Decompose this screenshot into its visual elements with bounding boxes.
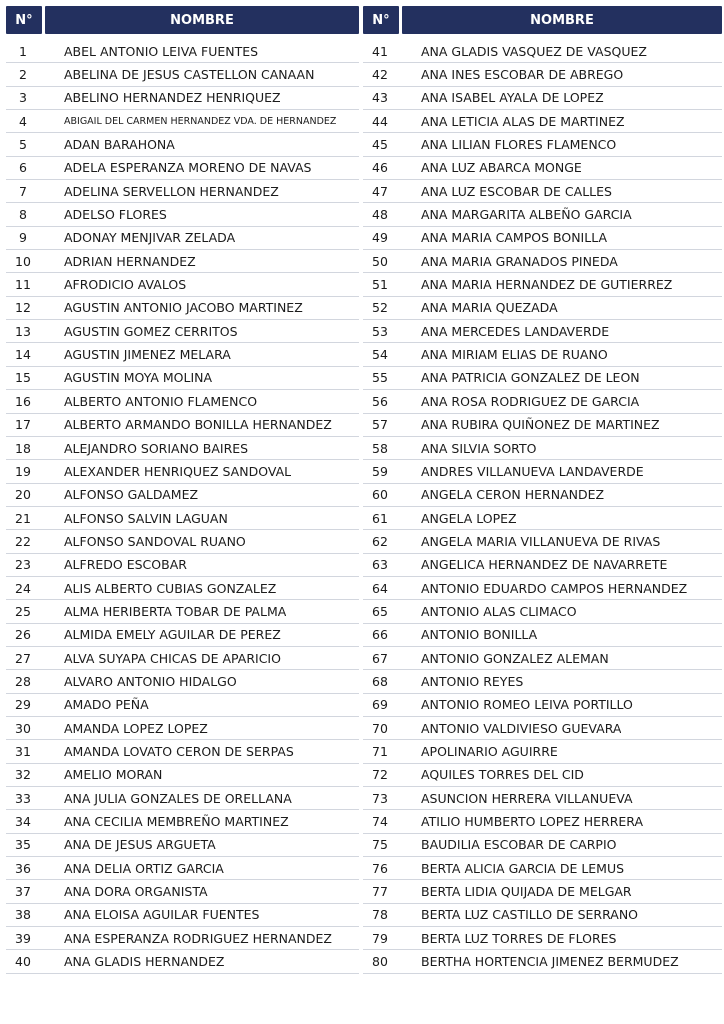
table-row (6, 250, 359, 273)
table-row (363, 624, 722, 647)
row-name: BERTHA HORTENCIA JIMENEZ BERMUDEZ (421, 954, 679, 970)
table-row (363, 367, 722, 390)
row-name: ANGELA CERON HERNANDEZ (421, 487, 605, 503)
table-row (363, 810, 722, 833)
row-number: 34 (15, 814, 31, 830)
row-name: ADELINA SERVELLON HERNANDEZ (64, 183, 279, 199)
row-number: 70 (372, 720, 388, 736)
row-number: 67 (372, 650, 388, 666)
row-name: AGUSTIN ANTONIO JACOBO MARTINEZ (64, 300, 303, 316)
row-name: ANTONIO ALAS CLIMACO (421, 603, 577, 619)
row-name: ALMIDA EMELY AGUILAR DE PEREZ (64, 627, 281, 643)
row-number: 16 (15, 393, 31, 409)
row-number: 75 (372, 837, 388, 853)
table-row (363, 577, 722, 600)
row-number: 15 (15, 370, 31, 386)
table-row (6, 577, 359, 600)
row-name: ANGELICA HERNANDEZ DE NAVARRETE (421, 557, 668, 573)
table-row (363, 343, 722, 366)
row-number: 4 (19, 113, 27, 129)
row-name: AMANDA LOVATO CERON DE SERPAS (64, 743, 294, 759)
row-name: ALVA SUYAPA CHICAS DE APARICIO (64, 650, 281, 666)
table-row (6, 647, 359, 670)
table-row (6, 460, 359, 483)
row-number: 44 (372, 113, 388, 129)
row-name: AGUSTIN JIMENEZ MELARA (64, 347, 231, 363)
table-row (363, 250, 722, 273)
row-name: ANA GLADIS HERNANDEZ (64, 954, 225, 970)
row-number: 25 (15, 603, 31, 619)
row-number: 52 (372, 300, 388, 316)
table-row (6, 484, 359, 507)
row-number: 33 (15, 790, 31, 806)
row-name: ANTONIO GONZALEZ ALEMAN (421, 650, 609, 666)
table-row (6, 63, 359, 86)
table-row (363, 40, 722, 63)
table-row (363, 694, 722, 717)
row-name: ANA DORA ORGANISTA (64, 884, 208, 900)
row-number: 59 (372, 463, 388, 479)
row-number: 79 (372, 930, 388, 946)
right-column (363, 6, 722, 974)
row-number: 48 (372, 207, 388, 223)
row-name: ABIGAIL DEL CARMEN HERNANDEZ VDA. DE HERNANDEZ (64, 115, 337, 127)
table-row (6, 624, 359, 647)
row-name: BERTA LUZ CASTILLO DE SERRANO (421, 907, 639, 923)
row-name: BERTA LIDIA QUIJADA DE MELGAR (421, 884, 632, 900)
number-column-header: N° (363, 6, 399, 34)
row-name: ANGELA LOPEZ (421, 510, 517, 526)
table-row (6, 834, 359, 857)
row-number: 17 (15, 417, 31, 433)
row-number: 27 (15, 650, 31, 666)
row-number: 72 (372, 767, 388, 783)
row-name: ANA PATRICIA GONZALEZ DE LEON (421, 370, 640, 386)
row-number: 13 (15, 323, 31, 339)
row-number: 24 (15, 580, 31, 596)
row-name: ANA MARIA QUEZADA (421, 300, 558, 316)
table-row (6, 927, 359, 950)
table-row (363, 600, 722, 623)
row-number: 23 (15, 557, 31, 573)
row-number: 10 (15, 253, 31, 269)
row-name: ANA ELOISA AGUILAR FUENTES (64, 907, 260, 923)
table-row (363, 530, 722, 553)
table-row (363, 180, 722, 203)
row-name: AGUSTIN MOYA MOLINA (64, 370, 213, 386)
table-row (363, 390, 722, 413)
row-name: ANTONIO EDUARDO CAMPOS HERNANDEZ (421, 580, 688, 596)
table-row (6, 554, 359, 577)
row-name: ANA JULIA GONZALES DE ORELLANA (64, 790, 292, 806)
row-name: ANA INES ESCOBAR DE ABREGO (421, 67, 624, 83)
table-row (6, 390, 359, 413)
table-row (6, 904, 359, 927)
row-number: 14 (15, 347, 31, 363)
table-row (6, 950, 359, 973)
table-row (363, 554, 722, 577)
row-number: 76 (372, 860, 388, 876)
row-name: ALMA HERIBERTA TOBAR DE PALMA (64, 603, 287, 619)
table-row (363, 857, 722, 880)
number-column-header: N° (6, 6, 42, 34)
row-name: ANA LUZ ESCOBAR DE CALLES (421, 183, 612, 199)
row-name: ANA MARIA CAMPOS BONILLA (421, 230, 608, 246)
row-number: 77 (372, 884, 388, 900)
row-name: ALFONSO SALVIN LAGUAN (64, 510, 228, 526)
row-name: ALFONSO SANDOVAL RUANO (64, 533, 246, 549)
row-name: ASUNCION HERRERA VILLANUEVA (421, 790, 633, 806)
table-row (6, 203, 359, 226)
table-row (6, 110, 359, 133)
table-row (6, 857, 359, 880)
row-number: 64 (372, 580, 388, 596)
row-name: ALFREDO ESCOBAR (64, 557, 187, 573)
table-row (6, 227, 359, 250)
table-row (6, 414, 359, 437)
row-number: 80 (372, 954, 388, 970)
row-name: AMADO PEÑA (64, 697, 149, 713)
table-row (6, 764, 359, 787)
row-number: 19 (15, 463, 31, 479)
row-name: AQUILES TORRES DEL CID (421, 767, 584, 783)
row-number: 49 (372, 230, 388, 246)
row-name: ANA ISABEL AYALA DE LOPEZ (421, 90, 604, 106)
right-header-row (363, 6, 722, 34)
table-row (363, 787, 722, 810)
table-row (6, 437, 359, 460)
table-row (363, 63, 722, 86)
row-number: 51 (372, 277, 388, 293)
table-row (363, 110, 722, 133)
row-name: BERTA ALICIA GARCIA DE LEMUS (421, 860, 625, 876)
row-number: 12 (15, 300, 31, 316)
name-column-header: NOMBRE (402, 6, 722, 34)
row-name: ADONAY MENJIVAR ZELADA (64, 230, 236, 246)
table-row (6, 694, 359, 717)
table-row (363, 414, 722, 437)
row-name: ANA LETICIA ALAS DE MARTINEZ (421, 113, 625, 129)
row-number: 68 (372, 673, 388, 689)
left-rows (6, 40, 359, 974)
row-name: APOLINARIO AGUIRRE (421, 743, 558, 759)
row-number: 32 (15, 767, 31, 783)
table-row (6, 343, 359, 366)
table-row (363, 227, 722, 250)
row-name: ALBERTO ARMANDO BONILLA HERNANDEZ (64, 417, 332, 433)
row-number: 11 (15, 277, 31, 293)
row-name: BAUDILIA ESCOBAR DE CARPIO (421, 837, 617, 853)
table-row (6, 670, 359, 693)
row-name: ANA MIRIAM ELIAS DE RUANO (421, 347, 608, 363)
row-name: BERTA LUZ TORRES DE FLORES (421, 930, 617, 946)
left-header-row (6, 6, 359, 34)
row-number: 74 (372, 814, 388, 830)
row-name: ANA CECILIA MEMBREÑO MARTINEZ (64, 814, 289, 830)
row-number: 60 (372, 487, 388, 503)
row-name: ADELSO FLORES (64, 207, 167, 223)
row-name: ALFONSO GALDAMEZ (64, 487, 199, 503)
row-number: 43 (372, 90, 388, 106)
row-number: 9 (19, 230, 27, 246)
row-number: 26 (15, 627, 31, 643)
table-row (363, 950, 722, 973)
row-number: 50 (372, 253, 388, 269)
row-number: 66 (372, 627, 388, 643)
table-row (363, 834, 722, 857)
row-name: ANTONIO BONILLA (421, 627, 538, 643)
table-row (6, 273, 359, 296)
row-name: ANDRES VILLANUEVA LANDAVERDE (421, 463, 644, 479)
row-name: ANA MARIA HERNANDEZ DE GUTIERREZ (421, 277, 673, 293)
row-name: ANA RUBIRA QUIÑONEZ DE MARTINEZ (421, 417, 660, 433)
left-column (6, 6, 359, 974)
table-row (6, 87, 359, 110)
table-row (363, 507, 722, 530)
row-number: 55 (372, 370, 388, 386)
row-name: ANA SILVIA SORTO (421, 440, 537, 456)
row-number: 57 (372, 417, 388, 433)
row-number: 56 (372, 393, 388, 409)
row-name: ALEXANDER HENRIQUEZ SANDOVAL (64, 463, 292, 479)
row-name: ANGELA MARIA VILLANUEVA DE RIVAS (421, 533, 661, 549)
table-row (363, 203, 722, 226)
row-name: AGUSTIN GOMEZ CERRITOS (64, 323, 238, 339)
row-name: ANA DELIA ORTIZ GARCIA (64, 860, 224, 876)
row-number: 8 (19, 207, 27, 223)
table-row (363, 297, 722, 320)
row-number: 54 (372, 347, 388, 363)
table-row (6, 717, 359, 740)
row-number: 2 (19, 67, 27, 83)
name-column-header: NOMBRE (45, 6, 359, 34)
table-row (6, 157, 359, 180)
row-number: 39 (15, 930, 31, 946)
table-row (6, 880, 359, 903)
row-number: 20 (15, 487, 31, 503)
row-number: 31 (15, 743, 31, 759)
row-number: 38 (15, 907, 31, 923)
row-name: ANTONIO ROMEO LEIVA PORTILLO (421, 697, 633, 713)
table-row (6, 600, 359, 623)
row-name: ANA MARGARITA ALBEÑO GARCIA (421, 207, 632, 223)
table-row (6, 367, 359, 390)
row-number: 18 (15, 440, 31, 456)
row-number: 78 (372, 907, 388, 923)
table-row (6, 740, 359, 763)
row-name: ALIS ALBERTO CUBIAS GONZALEZ (64, 580, 277, 596)
table-row (6, 530, 359, 553)
table-row (363, 904, 722, 927)
row-number: 62 (372, 533, 388, 549)
row-number: 3 (19, 90, 27, 106)
row-name: ADELA ESPERANZA MORENO DE NAVAS (64, 160, 312, 176)
table-row (363, 484, 722, 507)
table-row (6, 320, 359, 343)
row-number: 21 (15, 510, 31, 526)
table-row (6, 787, 359, 810)
row-number: 73 (372, 790, 388, 806)
table-row (6, 133, 359, 156)
row-number: 1 (19, 43, 27, 59)
row-name: ANTONIO REYES (421, 673, 524, 689)
row-number: 36 (15, 860, 31, 876)
row-name: ADRIAN HERNANDEZ (64, 253, 196, 269)
row-number: 5 (19, 137, 27, 153)
row-number: 69 (372, 697, 388, 713)
row-name: ANA LILIAN FLORES FLAMENCO (421, 137, 617, 153)
row-name: ANA LUZ ABARCA MONGE (421, 160, 582, 176)
table-row (6, 297, 359, 320)
row-number: 30 (15, 720, 31, 736)
row-number: 71 (372, 743, 388, 759)
row-name: AFRODICIO AVALOS (64, 277, 187, 293)
row-name: ANA MERCEDES LANDAVERDE (421, 323, 610, 339)
row-name: ANA GLADIS VASQUEZ DE VASQUEZ (421, 43, 647, 59)
row-number: 63 (372, 557, 388, 573)
row-number: 35 (15, 837, 31, 853)
table-row (363, 647, 722, 670)
table-row (363, 157, 722, 180)
table-row (6, 810, 359, 833)
row-number: 41 (372, 43, 388, 59)
table-row (363, 133, 722, 156)
row-number: 53 (372, 323, 388, 339)
table-row (363, 880, 722, 903)
row-name: ANA MARIA GRANADOS PINEDA (421, 253, 618, 269)
table-row (363, 717, 722, 740)
row-name: AMANDA LOPEZ LOPEZ (64, 720, 208, 736)
row-number: 28 (15, 673, 31, 689)
row-number: 47 (372, 183, 388, 199)
row-name: ATILIO HUMBERTO LOPEZ HERRERA (421, 814, 644, 830)
row-number: 37 (15, 884, 31, 900)
row-name: ALVARO ANTONIO HIDALGO (64, 673, 237, 689)
row-name: ABELINA DE JESUS CASTELLON CANAAN (64, 67, 315, 83)
row-number: 61 (372, 510, 388, 526)
table-row (6, 40, 359, 63)
row-name: ANTONIO VALDIVIESO GUEVARA (421, 720, 622, 736)
row-name: ANA ROSA RODRIGUEZ DE GARCIA (421, 393, 640, 409)
table-row (363, 87, 722, 110)
row-number: 46 (372, 160, 388, 176)
row-number: 29 (15, 697, 31, 713)
row-name: ADAN BARAHONA (64, 137, 175, 153)
row-name: ANA DE JESUS ARGUETA (64, 837, 216, 853)
table-row (363, 437, 722, 460)
row-name: ALEJANDRO SORIANO BAIRES (64, 440, 249, 456)
right-rows (363, 40, 722, 974)
table-row (363, 670, 722, 693)
row-number: 42 (372, 67, 388, 83)
table-row (363, 273, 722, 296)
row-name: ANA ESPERANZA RODRIGUEZ HERNANDEZ (64, 930, 332, 946)
row-number: 45 (372, 137, 388, 153)
table-row (363, 927, 722, 950)
table-row (363, 764, 722, 787)
row-number: 58 (372, 440, 388, 456)
row-number: 7 (19, 183, 27, 199)
row-name: AMELIO MORAN (64, 767, 163, 783)
table-row (6, 507, 359, 530)
row-number: 65 (372, 603, 388, 619)
row-name: ABELINO HERNANDEZ HENRIQUEZ (64, 90, 281, 106)
row-number: 22 (15, 533, 31, 549)
row-number: 6 (19, 160, 27, 176)
row-name: ABEL ANTONIO LEIVA FUENTES (64, 43, 259, 59)
row-number: 40 (15, 954, 31, 970)
table-row (6, 180, 359, 203)
table-row (363, 320, 722, 343)
row-name: ALBERTO ANTONIO FLAMENCO (64, 393, 258, 409)
name-list-table (6, 6, 722, 974)
table-row (363, 740, 722, 763)
table-row (363, 460, 722, 483)
